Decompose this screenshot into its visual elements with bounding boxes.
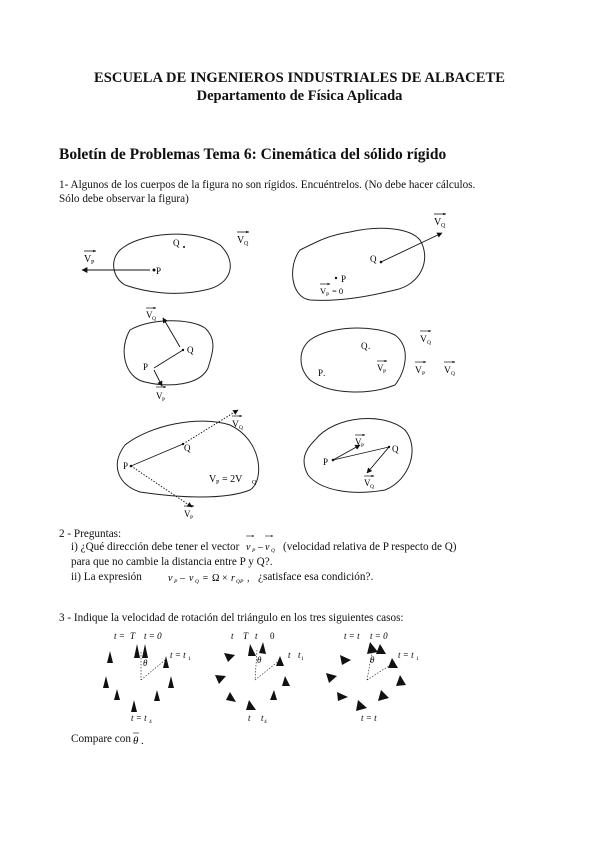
- svg-text:=: =: [202, 573, 209, 584]
- svg-text:t = t: t = t: [131, 713, 147, 723]
- svg-text:1: 1: [188, 656, 191, 662]
- svg-text:Q: Q: [361, 341, 368, 351]
- svg-text:Q: Q: [244, 241, 249, 247]
- svg-text:Ω: Ω: [212, 573, 220, 584]
- svg-text:t: t: [255, 631, 258, 641]
- svg-text:Q: Q: [370, 254, 377, 264]
- svg-text:V: V: [156, 391, 163, 401]
- svg-text:P: P: [123, 461, 129, 471]
- svg-text:t: t: [248, 713, 251, 723]
- problem3-heading: 3 - Indique la velocidad de rotación del triángulo en los tres siguientes casos:: [59, 612, 404, 624]
- svg-text:v: v: [246, 542, 251, 553]
- case-2: [215, 631, 304, 725]
- svg-text:v: v: [265, 542, 270, 553]
- svg-text:P: P: [383, 369, 387, 375]
- svg-text:V: V: [364, 478, 371, 488]
- svg-text:V: V: [415, 366, 422, 376]
- svg-text:P: P: [91, 260, 95, 266]
- label-Q: Q: [173, 238, 180, 248]
- svg-text:Q: Q: [441, 223, 446, 229]
- svg-text:1: 1: [301, 656, 304, 662]
- svg-text:P: P: [318, 368, 324, 378]
- svg-text:T: T: [243, 631, 249, 641]
- svg-text:P: P: [323, 457, 329, 467]
- problem3-compare: Compare con: [71, 733, 131, 745]
- svg-text:Q: Q: [271, 548, 275, 554]
- svg-text:v: v: [168, 573, 173, 584]
- svg-text:P: P: [422, 371, 426, 377]
- svg-text:t: t: [288, 650, 291, 660]
- svg-text:t = t: t = t: [344, 631, 360, 641]
- svg-text:0: 0: [270, 631, 275, 641]
- svg-text:t = 0: t = 0: [370, 631, 388, 641]
- svg-text:V: V: [237, 235, 245, 246]
- page-title: Boletín de Problemas Tema 6: Cinemática del sólido rígido: [59, 146, 447, 163]
- svg-text:Q: Q: [184, 443, 191, 453]
- svg-text:P: P: [361, 443, 365, 449]
- svg-text:V: V: [434, 217, 442, 228]
- svg-text:θ: θ: [133, 735, 139, 747]
- svg-text:t = t: t = t: [170, 650, 186, 660]
- svg-text:.: .: [323, 368, 326, 378]
- svg-text:t: t: [261, 713, 264, 723]
- problem2-ii-part-b: ¿satisface esa condición?.: [258, 571, 374, 583]
- svg-text:V: V: [184, 509, 191, 519]
- svg-text:P: P: [162, 397, 166, 403]
- svg-text:P: P: [216, 480, 220, 486]
- svg-text:t: t: [231, 631, 234, 641]
- svg-text:θ: θ: [143, 658, 148, 668]
- problem2-i-line2: para que no cambie la distancia entre P y Q?.: [71, 556, 273, 568]
- svg-text:V: V: [444, 366, 451, 376]
- svg-text:P: P: [174, 579, 178, 585]
- svg-text:Q: Q: [392, 444, 399, 454]
- svg-text:t = t: t = t: [361, 713, 377, 723]
- svg-text:P: P: [326, 292, 330, 298]
- svg-text:Q: Q: [187, 345, 194, 355]
- svg-text:V: V: [209, 474, 217, 485]
- svg-text:P: P: [252, 548, 256, 554]
- svg-text:Q: Q: [152, 316, 156, 322]
- svg-text:QP: QP: [236, 579, 244, 585]
- svg-text:P: P: [143, 362, 149, 372]
- problem1-line2: Sólo debe observar la figura): [59, 193, 189, 205]
- case-1: [103, 631, 191, 725]
- svg-text:V: V: [146, 310, 153, 320]
- svg-text:P: P: [190, 515, 194, 521]
- svg-text:V: V: [420, 335, 427, 345]
- problem2-heading: 2 - Preguntas:: [59, 528, 122, 540]
- problem2-ii-part-a: ii) La expresión: [71, 571, 142, 583]
- problem2-i-part-b: (velocidad relativa de P respecto de Q): [283, 541, 457, 553]
- svg-text:Q: Q: [252, 480, 257, 486]
- svg-text:.: .: [368, 341, 371, 351]
- svg-text:T: T: [130, 631, 136, 641]
- svg-text:–: –: [180, 573, 185, 584]
- case-3: [326, 631, 419, 723]
- svg-text:t: t: [298, 650, 301, 660]
- svg-text:= 2V: = 2V: [222, 474, 243, 485]
- label-P: P: [156, 266, 162, 276]
- svg-text:t =: t =: [114, 631, 125, 641]
- svg-text:–: –: [258, 542, 263, 553]
- svg-text:Q: Q: [451, 371, 455, 377]
- svg-text:V: V: [355, 437, 362, 447]
- svg-text:,: ,: [247, 573, 250, 584]
- svg-text:×: ×: [222, 573, 228, 584]
- svg-text:Q: Q: [195, 579, 199, 585]
- problem2-i-part-a: i) ¿Qué dirección debe tener el vector: [71, 541, 240, 553]
- svg-text:Q: Q: [370, 484, 374, 490]
- school-name: ESCUELA DE INGENIEROS INDUSTRIALES DE ALBACETE: [93, 70, 506, 86]
- svg-text:t = 0: t = 0: [144, 631, 162, 641]
- svg-text:1: 1: [416, 656, 419, 662]
- svg-text:r: r: [231, 573, 235, 584]
- svg-text:V: V: [232, 420, 239, 430]
- svg-text:V: V: [84, 254, 92, 265]
- svg-text:Q: Q: [239, 425, 243, 431]
- svg-text:V: V: [320, 286, 327, 296]
- svg-text:v: v: [189, 573, 194, 584]
- svg-text:4: 4: [264, 719, 267, 725]
- svg-text:θ: θ: [370, 655, 375, 665]
- problem1-line1: 1- Algunos de los cuerpos de la figura no son rígidos. Encuéntrelos. (No debe hacer cálculos.: [59, 179, 476, 191]
- svg-text:P: P: [341, 274, 347, 284]
- svg-text:V: V: [377, 363, 384, 373]
- svg-text:θ: θ: [257, 655, 262, 665]
- department-name: Departamento de Física Aplicada: [196, 88, 403, 104]
- svg-text:= 0: = 0: [332, 286, 344, 296]
- svg-text:.: .: [141, 735, 144, 747]
- svg-text:Q: Q: [427, 340, 431, 346]
- svg-text:4: 4: [149, 719, 152, 725]
- svg-text:t = t: t = t: [398, 650, 414, 660]
